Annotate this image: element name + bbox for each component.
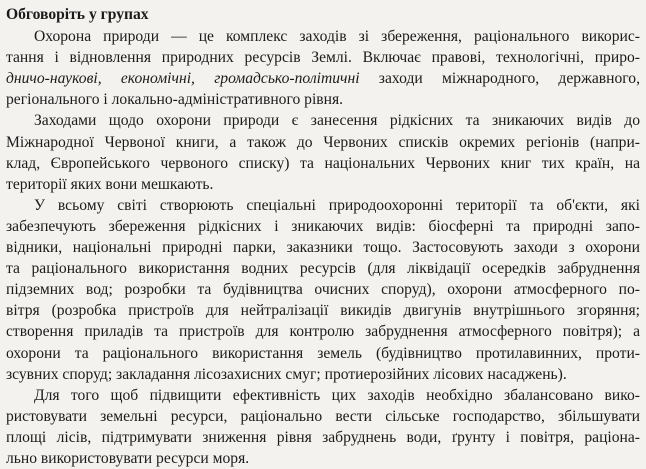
paragraph-4 [6, 385, 640, 469]
text-line [6, 195, 640, 216]
text-line [6, 110, 640, 131]
text-run: Заходами щодо охорони природи є занесення рідкісних та зникаючих видів до [34, 112, 640, 130]
text-run: зсувних споруд; закладання лісозахисних смуг; протиерозійних лісових насаджень). [6, 365, 567, 383]
section-heading: Обговоріть у групах [6, 6, 149, 23]
text-run: ристовувати земельні ресурси, раціонально вести сільське господарство, збільшувати [6, 407, 640, 425]
text-run: тання і відновлення природних ресурсів Землі. Включає правові, технологічні, приро- [6, 49, 640, 67]
paragraph-2 [6, 110, 640, 194]
textbook-page [6, 4, 640, 469]
text-run: охорони та раціонального використання земель (будівництво протилавинних, проти- [6, 344, 640, 362]
text-line [6, 89, 640, 110]
text-line [6, 237, 640, 258]
text-line [6, 68, 640, 89]
text-line [6, 364, 640, 385]
paragraph-1 [6, 26, 640, 110]
text-run: підземних вод; розробки та будівництва очисних споруд), охорони атмосферного по- [6, 281, 640, 299]
text-run: створення приладів та пристроїв для контролю забруднення атмосферного повітря); а [6, 323, 640, 341]
text-run: площі лісів, підтримувати зниження рівня забруднень води, ґрунту і повітря, раціона- [6, 428, 640, 446]
text-run: регіонального і локально-адміністративного рівня. [6, 91, 344, 109]
italic-text: дничо-наукові, [6, 70, 121, 88]
text-run: вітря (розробка пристроїв для нейтралізації викидів двигунів внутрішнього згоряння; [6, 302, 640, 320]
text-run: У всьому світі створюють спеціальні природоохоронні території та об'єкти, які [34, 196, 640, 214]
text-run: заходи міжнародного, державного, [359, 70, 640, 88]
text-line [6, 132, 640, 153]
body-text [6, 26, 640, 469]
text-run: Міжнародної Червоної книги, а також до Червоних списків окремих регіонів (напри- [6, 133, 640, 151]
text-line [6, 300, 640, 321]
text-line [6, 174, 640, 195]
text-line [6, 385, 640, 406]
paragraph-3 [6, 195, 640, 385]
text-line [6, 26, 640, 47]
text-line [6, 216, 640, 237]
text-run: льно використовувати ресурси моря. [6, 449, 250, 467]
text-line [6, 153, 640, 174]
text-run: та раціонального використання водних ресурсів (для ліквідації осередків забруднення [6, 260, 640, 278]
text-line [6, 47, 640, 68]
text-run: забезпечують збереження рідкісних і зникаючих видів: біосферні та природні запо- [6, 217, 640, 235]
text-line [6, 258, 640, 279]
text-line [6, 279, 640, 300]
text-line [6, 406, 640, 427]
text-run: території яких вони мешкають. [6, 175, 214, 193]
text-run: Охорона природи — це комплекс заходів зі збереження, раціонального викорис- [34, 28, 640, 46]
italic-text: економічні, громадсько-політичні [120, 70, 360, 88]
text-line [6, 321, 640, 342]
text-line [6, 427, 640, 448]
text-line [6, 448, 640, 469]
text-run: Для того щоб підвищити ефективність цих заходів необхідно збалансовано вико- [34, 386, 640, 404]
text-line [6, 343, 640, 364]
text-run: клад, Європейського червоного списку) та національних Червоних книг тих країн, на [6, 154, 640, 172]
text-run: відники, національні природні парки, заказники тощо. Застосовують заходи з охорони [6, 239, 640, 257]
